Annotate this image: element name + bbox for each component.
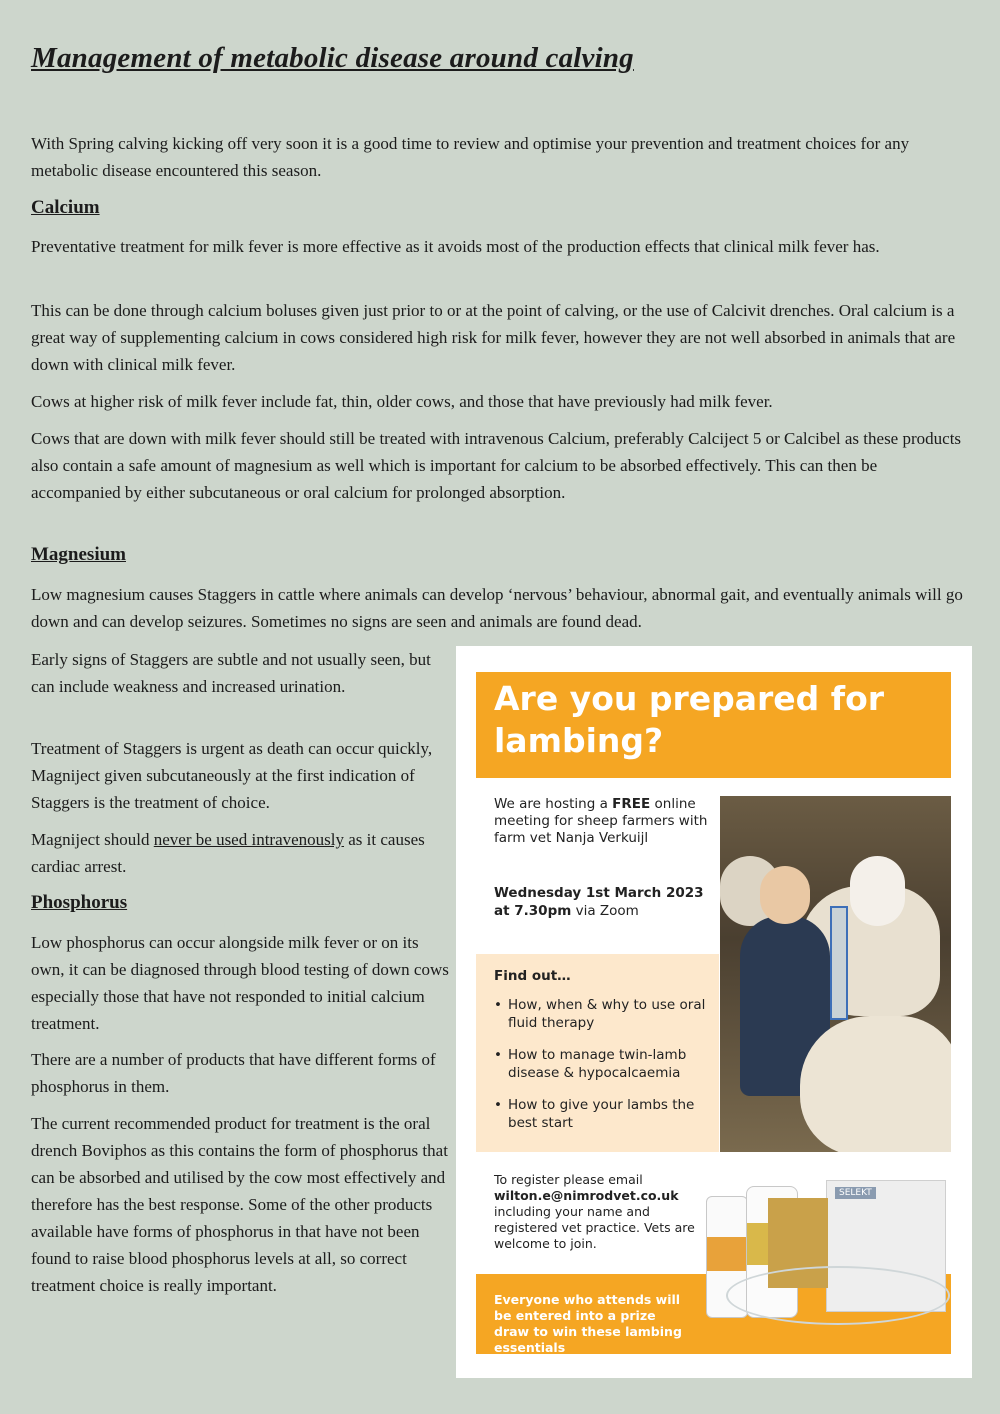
brand-logo: SELEKT (835, 1187, 876, 1199)
find-out-title: Find out… (494, 968, 571, 984)
register-email: wilton.e@nimrodvet.co.uk (494, 1188, 679, 1203)
phosphorus-heading: Phosphorus (31, 892, 128, 913)
magnesium-paragraph-3: Treatment of Staggers is urgent as death can occur quickly, Magniject given subcutaneously at the first indication of Staggers is the treatment of choice. (31, 739, 433, 812)
magnesium-p4-start: Magniject should (31, 830, 154, 849)
vet-with-sheep-photo (720, 796, 951, 1152)
lambing-flyer (456, 646, 972, 1378)
register-line-1: To register please email (494, 1172, 643, 1187)
flyer-date (494, 884, 719, 920)
magnesium-p4-underline: never be used intravenously (153, 830, 345, 849)
list-item: • How, when & why to use oral fluid therapy (494, 996, 714, 1032)
magnesium-paragraph-4 (31, 826, 451, 880)
phosphorus-paragraph-1: Low phosphorus can occur alongside milk fever or on its own, it can be diagnosed through blood testing of down cows especially those that have not responded to initial calcium treatment. (31, 933, 449, 1033)
foreground-sheep (800, 1016, 951, 1152)
magnesium-p4-end: as it causes cardiac arrest. (31, 830, 425, 876)
prize-draw-text: Everyone who attends will be entered into a prize draw to win these lambing essentials (494, 1292, 682, 1355)
flyer-title: Are you prepared for lambing? (494, 679, 885, 760)
magnesium-heading: Magnesium (31, 544, 126, 565)
flyer-intro (494, 796, 714, 847)
phosphorus-paragraph-3: The current recommended product for treatment is the oral drench Boviphos as this contains the form of phosphorus that can be absorbed and utilised by the cow most effectively and therefore has the best response. Some of the other products available have forms of phosphorus in that have not been found to raise blood phosphorus levels at all, so correct treatment choice is really important. (31, 1114, 448, 1295)
list-item: • How to manage twin-lamb disease & hypocalcaemia (494, 1046, 714, 1082)
find-out-box (476, 954, 719, 1152)
calcium-paragraph-3: Cows at higher risk of milk fever include fat, thin, older cows, and those that have previously had milk fever. (31, 392, 773, 411)
magnesium-paragraph-2: Early signs of Staggers are subtle and not usually seen, but can include weakness and increased urination. (31, 650, 431, 696)
flyer-intro-free: FREE (612, 796, 651, 812)
flyer-header-band (476, 672, 951, 778)
vet-head (760, 866, 810, 924)
phosphorus-paragraph-2: There are a number of products that have different forms of phosphorus in them. (31, 1050, 436, 1096)
register-info (494, 1172, 704, 1252)
bottle-label (707, 1237, 747, 1271)
feeding-tube (726, 1266, 950, 1325)
list-item: • How to give your lambs the best start (494, 1096, 714, 1132)
calcium-heading: Calcium (31, 197, 100, 218)
intro-paragraph: With Spring calving kicking off very soon it is a good time to review and optimise your prevention and treatment choices for any metabolic disease encountered this season. (31, 134, 910, 180)
find-out-list (494, 996, 714, 1146)
flyer-date-bold: Wednesday 1st March 2023 at 7.30pm (494, 885, 704, 919)
calcium-paragraph-4: Cows that are down with milk fever should still be treated with intravenous Calcium, preferably Calciject 5 or Calcibel as these products also contain a safe amount of magnesium as well which is important for calcium to be absorbed effectively. This can then be accompanied by either subcutaneous or oral calcium for prolonged absorption. (31, 429, 962, 502)
register-line-2: including your name and registered vet practice. Vets are welcome to join. (494, 1204, 695, 1251)
calcium-paragraph-1: Preventative treatment for milk fever is more effective as it avoids most of the production effects that clinical milk fever has. (31, 237, 880, 256)
flyer-date-rest: via Zoom (571, 903, 639, 919)
page-title: Management of metabolic disease around calving (31, 42, 634, 74)
drench-gun (830, 906, 848, 1020)
sheep-head (850, 856, 905, 926)
flyer-intro-end: online meeting for sheep farmers with farm vet Nanja Verkuijl (494, 796, 708, 846)
flyer-intro-start: We are hosting a (494, 796, 613, 812)
calcium-paragraph-2: This can be done through calcium boluses given just prior to or at the point of calving, or the use of Calcivit drenches. Oral calcium is a great way of supplementing calcium in cows considered high risk for milk fever, however they are not well absorbed in animals that are down with clinical milk fever. (31, 301, 956, 374)
product-image (686, 1166, 971, 1316)
magnesium-paragraph-1: Low magnesium causes Staggers in cattle where animals can develop ‘nervous’ behaviour, abnormal gait, and eventually animals will go down and can develop seizures. Sometimes no signs are seen and animals are found dead. (31, 585, 963, 631)
